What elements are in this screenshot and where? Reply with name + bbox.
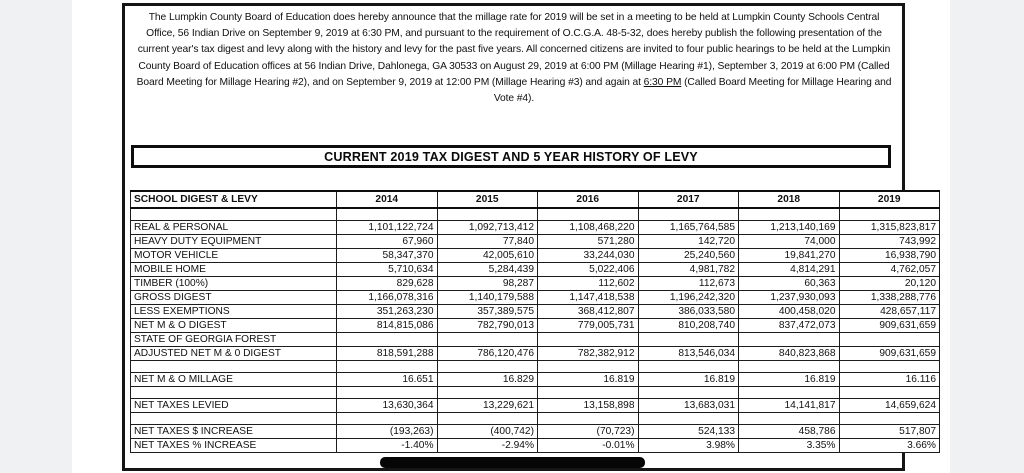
spacer-cell-2014 — [337, 361, 438, 373]
cell-2017: 142,720 — [638, 235, 739, 249]
row-label: ADJUSTED NET M & 0 DIGEST — [131, 347, 337, 361]
cell-2018: 19,841,270 — [739, 249, 840, 263]
table-spacer-row — [131, 208, 940, 221]
cell-2019: 428,657,117 — [839, 305, 940, 319]
cell-2019: 909,631,659 — [839, 319, 940, 333]
cell-2014: 351,263,230 — [337, 305, 438, 319]
spacer-cell-2015 — [437, 361, 538, 373]
cell-2017: 4,981,782 — [638, 263, 739, 277]
row-label: MOBILE HOME — [131, 263, 337, 277]
cell-2016: 5,022,406 — [538, 263, 639, 277]
cell-2019: 16.116 — [839, 373, 940, 387]
spacer-cell-2019 — [839, 208, 940, 221]
notice-line-1: The Lumpkin County Board of Education does hereby announce that the millage rate for 2019 will be set in a meeting to be held — [148, 12, 719, 23]
table-row — [131, 425, 940, 439]
table-row — [131, 277, 940, 291]
cell-2014 — [337, 333, 438, 347]
table-row — [131, 221, 940, 235]
spacer-cell-2017 — [638, 361, 739, 373]
spacer-cell-2017 — [638, 208, 739, 221]
cell-2015: 13,229,621 — [437, 399, 538, 413]
column-header-2016: 2016 — [538, 191, 639, 208]
cell-2015: 42,005,610 — [437, 249, 538, 263]
cell-2015: 1,140,179,588 — [437, 291, 538, 305]
spacer-cell-2016 — [538, 387, 639, 399]
cell-2019: 14,659,624 — [839, 399, 940, 413]
table-row — [131, 399, 940, 413]
cell-2018: 1,237,930,093 — [739, 291, 840, 305]
spacer-cell-2018 — [739, 413, 840, 425]
spacer-cell-2019 — [839, 387, 940, 399]
table-header-row — [131, 191, 940, 208]
table-row — [131, 373, 940, 387]
cell-2014: (193,263) — [337, 425, 438, 439]
notice-line-6: 2019 at 6:00 PM (Called Board Meeting for Millage Hearing #2), and on September 9, 2019 at 12:00 PM (Millage Hearing #3) — [136, 60, 890, 88]
cell-2019: 1,315,823,817 — [839, 221, 940, 235]
cell-2016: -0.01% — [538, 439, 639, 453]
spacer-cell-2018 — [739, 208, 840, 221]
cell-2014: 58,347,370 — [337, 249, 438, 263]
digest-title-box — [131, 145, 891, 168]
table-row — [131, 333, 940, 347]
row-label: MOTOR VEHICLE — [131, 249, 337, 263]
table-row — [131, 439, 940, 453]
cell-2019 — [839, 333, 940, 347]
notice-vote-time-underlined: 6:30 PM — [643, 76, 682, 88]
cell-2017: 386,033,580 — [638, 305, 739, 319]
table-row — [131, 347, 940, 361]
spacer-cell-2017 — [638, 387, 739, 399]
cell-2018: 60,363 — [739, 277, 840, 291]
cell-2018: 458,786 — [739, 425, 840, 439]
table-spacer-row — [131, 361, 940, 373]
notice-line-7-suffix: (Called Board Meeting for Millage Hearing and Vote #4). — [493, 76, 892, 105]
cell-2019: 909,631,659 — [839, 347, 940, 361]
cell-2014: -1.40% — [337, 439, 438, 453]
cell-2016: (70,723) — [538, 425, 639, 439]
notice-line-5: of Education offices at 56 Indian Drive, Dahlonega, GA 30533 on August 29, 2019 at 6:00 PM (Millage Hearing #1), September 3, — [202, 60, 779, 72]
row-label: NET TAXES % INCREASE — [131, 439, 337, 453]
spacer-cell-2015 — [437, 208, 538, 221]
cell-2017 — [638, 333, 739, 347]
table-row — [131, 235, 940, 249]
cell-2018 — [739, 333, 840, 347]
spacer-cell-2017 — [638, 413, 739, 425]
row-label: STATE OF GEORGIA FOREST — [131, 333, 337, 347]
public-notice-paragraph — [133, 10, 895, 107]
table-row — [131, 319, 940, 333]
table-row — [131, 249, 940, 263]
cell-2015: 5,284,439 — [437, 263, 538, 277]
cell-2017: 1,196,242,320 — [638, 291, 739, 305]
column-header-2018: 2018 — [739, 191, 840, 208]
cell-2017: 13,683,031 — [638, 399, 739, 413]
cell-2016 — [538, 333, 639, 347]
cell-2018: 1,213,140,169 — [739, 221, 840, 235]
cell-2015: 782,790,013 — [437, 319, 538, 333]
cell-2018: 16.819 — [739, 373, 840, 387]
digest-title-text: CURRENT 2019 TAX DIGEST AND 5 YEAR HISTORY OF LEVY — [324, 149, 698, 164]
cell-2014: 16.651 — [337, 373, 438, 387]
cell-2016: 782,382,912 — [538, 347, 639, 361]
cell-2016: 571,280 — [538, 235, 639, 249]
cell-2019: 1,338,288,776 — [839, 291, 940, 305]
cell-2014: 67,960 — [337, 235, 438, 249]
cell-2016: 16.819 — [538, 373, 639, 387]
table-spacer-row — [131, 413, 940, 425]
cell-2018: 14,141,817 — [739, 399, 840, 413]
cell-2015: 786,120,476 — [437, 347, 538, 361]
row-label: NET TAXES LEVIED — [131, 399, 337, 413]
cell-2015: 1,092,713,412 — [437, 221, 538, 235]
cell-2016: 112,602 — [538, 277, 639, 291]
spacer-cell-2019 — [839, 413, 940, 425]
tax-digest-table-body — [131, 191, 940, 453]
cell-2015: 77,840 — [437, 235, 538, 249]
cell-2017: 1,165,764,585 — [638, 221, 739, 235]
spacer-cell-2019 — [839, 361, 940, 373]
table-row — [131, 291, 940, 305]
cell-2015: 357,389,575 — [437, 305, 538, 319]
cell-2016: 779,005,731 — [538, 319, 639, 333]
spacer-cell-2018 — [739, 387, 840, 399]
spacer-cell-2014 — [337, 208, 438, 221]
spacer-cell-label — [131, 361, 337, 373]
cell-2015: 16.829 — [437, 373, 538, 387]
cell-2015 — [437, 333, 538, 347]
cell-2016: 1,147,418,538 — [538, 291, 639, 305]
cell-2019: 16,938,790 — [839, 249, 940, 263]
cell-2014: 5,710,634 — [337, 263, 438, 277]
cell-2014: 13,630,364 — [337, 399, 438, 413]
notice-line-4: and levy for the past five years. All concerned citizens are invited to four public hearings to be held at the Lumpkin County Board — [138, 44, 891, 72]
cell-2016: 13,158,898 — [538, 399, 639, 413]
spacer-cell-2014 — [337, 413, 438, 425]
tax-digest-table — [130, 190, 940, 453]
cell-2017: 16.819 — [638, 373, 739, 387]
row-label: NET M & O MILLAGE — [131, 373, 337, 387]
left-margin-gutter — [0, 0, 72, 473]
notice-line-7-prefix: and again at — [585, 76, 644, 88]
row-label: NET TAXES $ INCREASE — [131, 425, 337, 439]
cell-2019: 517,807 — [839, 425, 940, 439]
notice-line-2: at Lumpkin County Schools Central Office, 56 Indian Drive on September 9, 2019 at 6:30 PM, and pursuant to the requirement — [146, 12, 880, 40]
spacer-cell-2015 — [437, 387, 538, 399]
cell-2019: 20,120 — [839, 277, 940, 291]
column-header-2019: 2019 — [839, 191, 940, 208]
row-label: LESS EXEMPTIONS — [131, 305, 337, 319]
cell-2016: 368,412,807 — [538, 305, 639, 319]
spacer-cell-2016 — [538, 361, 639, 373]
cell-2014: 1,101,122,724 — [337, 221, 438, 235]
cell-2019: 743,992 — [839, 235, 940, 249]
row-label: NET M & O DIGEST — [131, 319, 337, 333]
notice-line-3: of O.C.G.A. 48-5-32, does hereby publish the following presentation of the current year's tax digest and levy along with the history — [137, 28, 882, 56]
cell-2017: 25,240,560 — [638, 249, 739, 263]
cell-2017: 813,546,034 — [638, 347, 739, 361]
column-header-2017: 2017 — [638, 191, 739, 208]
row-label: GROSS DIGEST — [131, 291, 337, 305]
cell-2018: 400,458,020 — [739, 305, 840, 319]
spacer-cell-label — [131, 413, 337, 425]
spacer-cell-2015 — [437, 413, 538, 425]
column-header-2014: 2014 — [337, 191, 438, 208]
table-row — [131, 305, 940, 319]
cell-2014: 818,591,288 — [337, 347, 438, 361]
table-spacer-row — [131, 387, 940, 399]
spacer-cell-2018 — [739, 361, 840, 373]
cell-2015: 98,287 — [437, 277, 538, 291]
column-header-label: SCHOOL DIGEST & LEVY — [131, 191, 337, 208]
column-header-2015: 2015 — [437, 191, 538, 208]
cell-2019: 3.66% — [839, 439, 940, 453]
cell-2017: 112,673 — [638, 277, 739, 291]
cell-2018: 3.35% — [739, 439, 840, 453]
cell-2016: 1,108,468,220 — [538, 221, 639, 235]
cell-2014: 1,166,078,316 — [337, 291, 438, 305]
cell-2018: 74,000 — [739, 235, 840, 249]
spacer-cell-label — [131, 387, 337, 399]
right-margin-gutter — [950, 0, 1024, 473]
cell-2017: 810,208,740 — [638, 319, 739, 333]
cell-2016: 33,244,030 — [538, 249, 639, 263]
table-row — [131, 263, 940, 277]
cell-2019: 4,762,057 — [839, 263, 940, 277]
row-label: TIMBER (100%) — [131, 277, 337, 291]
cell-2017: 3.98% — [638, 439, 739, 453]
cell-2015: (400,742) — [437, 425, 538, 439]
cell-2018: 840,823,868 — [739, 347, 840, 361]
scan-artifact-bar — [380, 457, 645, 468]
cell-2014: 814,815,086 — [337, 319, 438, 333]
cell-2014: 829,628 — [337, 277, 438, 291]
row-label: REAL & PERSONAL — [131, 221, 337, 235]
spacer-cell-2016 — [538, 413, 639, 425]
spacer-cell-2016 — [538, 208, 639, 221]
spacer-cell-2014 — [337, 387, 438, 399]
cell-2018: 837,472,073 — [739, 319, 840, 333]
spacer-cell-label — [131, 208, 337, 221]
cell-2017: 524,133 — [638, 425, 739, 439]
row-label: HEAVY DUTY EQUIPMENT — [131, 235, 337, 249]
cell-2015: -2.94% — [437, 439, 538, 453]
cell-2018: 4,814,291 — [739, 263, 840, 277]
